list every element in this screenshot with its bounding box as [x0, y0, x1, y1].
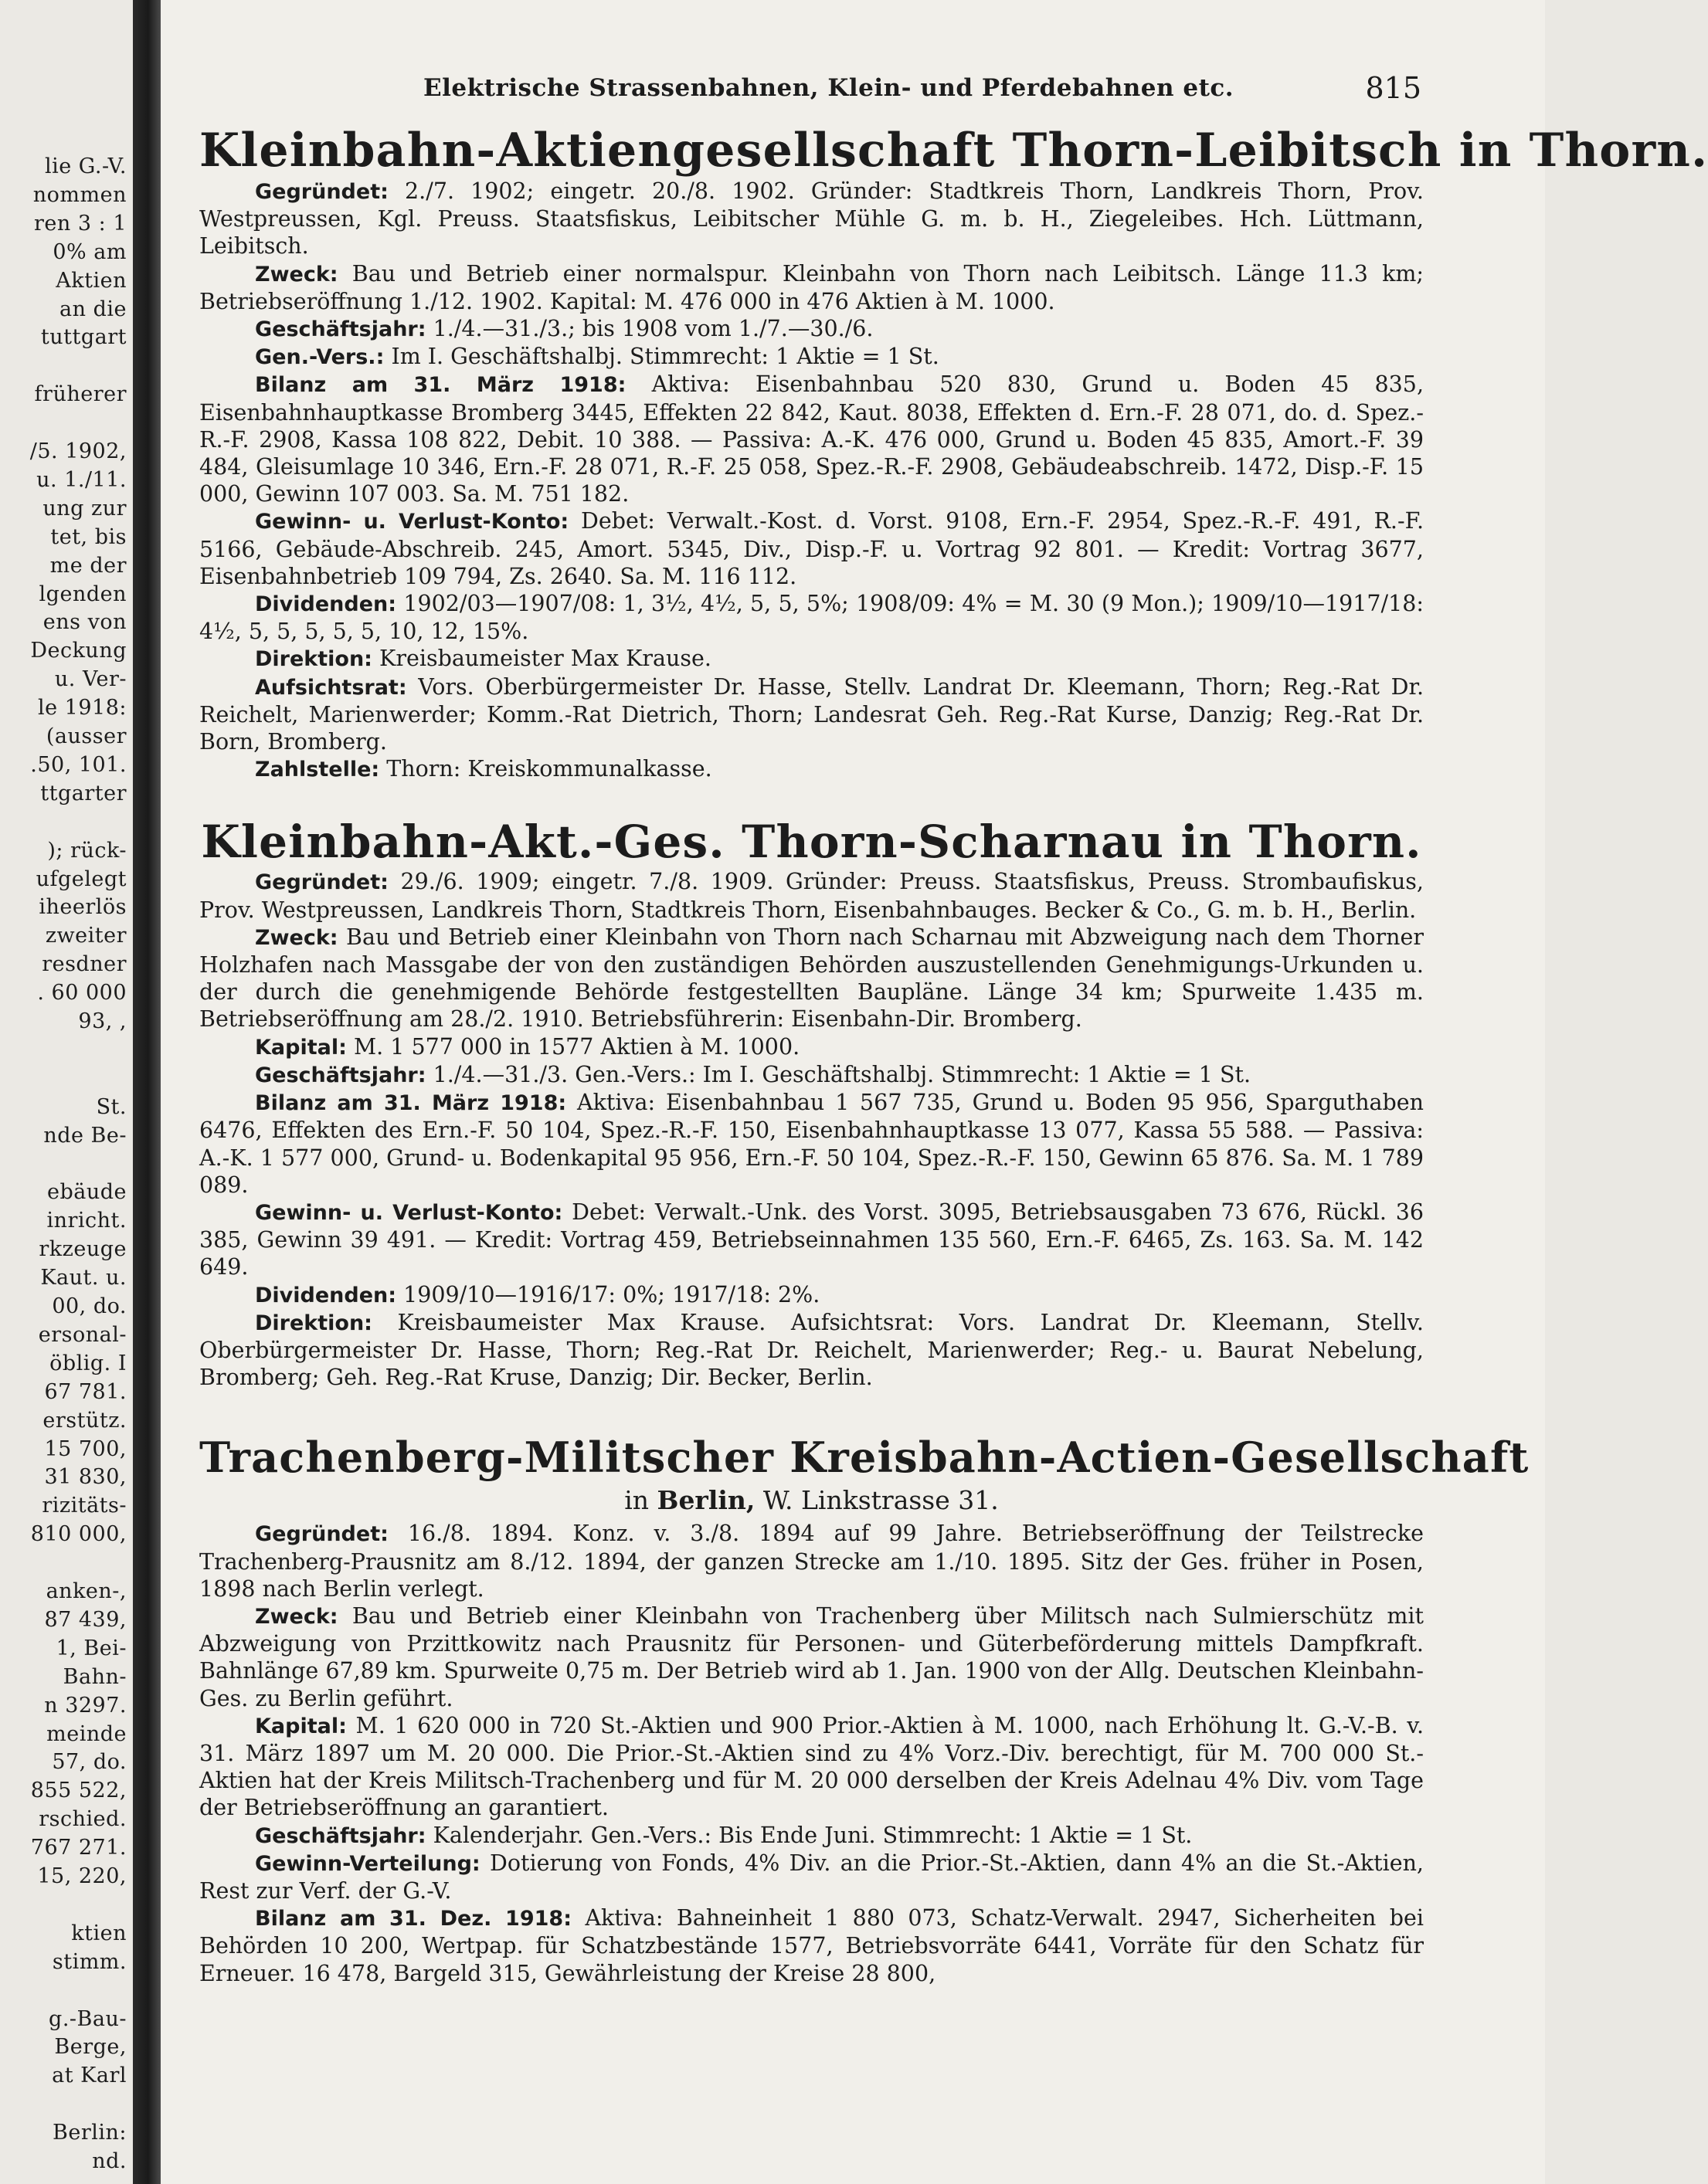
fragment-line: 57, do. [52, 1750, 127, 1775]
field-label: Gewinn- u. Verlust-Konto: [255, 1200, 563, 1225]
entry-paragraph [199, 1199, 1424, 1281]
field-label: Direktion: [255, 1311, 372, 1335]
entry-paragraph [199, 260, 1424, 315]
field-text: Debet: Verwalt.-Kost. d. Vorst. 9108, Ern.-F. 2954, Spez.-R.-F. 491, R.-F. 5166, Gebäude-Abschreib. 245, Amort. 5345, Div., Disp.-F. u. Vortrag 92 801. — Kredit: Vortrag 3677, Eisenbahnbetrieb 109 794, Zs. 2640. Sa. M. 116 112. [199, 508, 1424, 589]
fragment-line: nde Be- [43, 1123, 127, 1148]
fragment-line: ufgelegt [36, 866, 127, 891]
field-label: Bilanz am 31. Dez. 1918: [255, 1907, 572, 1931]
subtitle-address: W. Linkstrasse 31. [762, 1485, 999, 1516]
fragment-line: tuttgart [40, 325, 127, 350]
entry-paragraph [199, 1033, 1424, 1061]
fragment-line: rschied. [39, 1807, 127, 1832]
field-label: Aufsichtsrat: [255, 675, 407, 700]
fragment-line: . 60 000 [37, 981, 127, 1006]
entry-paragraph [199, 1309, 1424, 1392]
fragment-line: meinde [46, 1721, 127, 1746]
fragment-line: stimm. [52, 1949, 127, 1974]
fragment-line: inricht. [46, 1209, 127, 1233]
fragment-line: 87 439, [44, 1607, 127, 1632]
fragment-line: an die [59, 297, 127, 321]
field-text: 2./7. 1902; eingetr. 20./8. 1902. Gründer: Stadtkreis Thorn, Landkreis Thorn, Prov. Westpreussen, Kgl. Preuss. Staatsfiskus, Leibitscher Mühle G. m. b. H., Ziegeleibes. Hch. Lüttmann, Leibitsch. [199, 178, 1424, 259]
subtitle-city: Berlin, [657, 1485, 756, 1516]
fragment-line: rkzeuge [39, 1237, 127, 1262]
entry-body [199, 178, 1424, 783]
fragment-line: tet, bis [50, 524, 127, 549]
fragment-line: 1, Bei- [56, 1636, 127, 1660]
fragment-line: le 1918: [37, 696, 127, 721]
field-text: 1./4.—31./3.; bis 1908 vom 1./7.—30./6. [433, 316, 874, 342]
subtitle-prefix: in [624, 1485, 650, 1516]
field-label: Geschäftsjahr: [255, 1823, 426, 1848]
fragment-line: (ausser [46, 724, 127, 748]
fragment-line: /5. 1902, [29, 439, 127, 463]
page [161, 0, 1708, 2184]
entry-subtitle [199, 1485, 1424, 1515]
field-label: Gegründet: [255, 180, 389, 204]
fragment-line: rizitäts- [42, 1494, 127, 1518]
fragment-line: nommen [32, 182, 127, 207]
field-text: Bau und Betrieb einer Kleinbahn von Thorn nach Scharnau mit Abzweigung nach dem Thorner Holzhafen nach Massgabe der von den zuständigen Behörden auszustellenden Genehmigungs-Urkunden u. der durch die genehmigende Behörde festgestellten Baupläne. Länge 34 km; Spurweite 1.435 m. Betriebseröffnung am 28./2. 1910. Betriebsführerin: Eisenbahn-Dir. Bromberg. [199, 924, 1424, 1033]
field-text: Kalenderjahr. Gen.-Vers.: Bis Ende Juni. Stimmrecht: 1 Aktie = 1 St. [433, 1822, 1193, 1848]
fragment-line: ebäude [46, 1180, 127, 1205]
field-label: Gegründet: [255, 1522, 389, 1547]
fragment-line: ens von [42, 610, 127, 635]
fragment-line: ktien [71, 1921, 127, 1945]
field-text: Bau und Betrieb einer Kleinbahn von Trachenberg über Militsch nach Sulmierschütz mit Abzweigung von Przittkowitz nach Prausnitz für Personen- und Güterbeförderung mittels Dampfkraft. Bahnlänge 67,89 km. Spurweite 0,75 m. Der Betrieb wird ab 1. Jan. 1900 von der Allg. Deutschen Kleinbahn-Ges. zu Berlin geführt. [199, 1602, 1424, 1711]
field-label: Dividenden: [255, 592, 397, 617]
field-label: Zahlstelle: [255, 758, 380, 782]
field-label: Geschäftsjahr: [255, 1063, 426, 1087]
field-label: Zweck: [255, 925, 338, 950]
content-column [199, 124, 1708, 1987]
fragment-line: 810 000, [30, 1522, 127, 1547]
field-label: Kapital: [255, 1714, 347, 1738]
fragment-line: .50, 101. [30, 752, 127, 777]
entry-paragraph [199, 1822, 1424, 1850]
field-label: Dividenden: [255, 1283, 397, 1307]
entry-body [199, 1520, 1424, 1986]
field-text: 1909/10—1916/17: 0%; 1917/18: 2%. [403, 1281, 820, 1307]
fragment-line: resdner [42, 952, 127, 977]
field-text: Thorn: Kreiskommunalkasse. [386, 756, 712, 782]
field-text: 1902/03—1907/08: 1, 3½, 4½, 5, 5, 5%; 1908/09: 4% = M. 30 (9 Mon.); 1909/10—1917/18: 4½, 5, 5, 5, 5, 5, 10, 12, 15%. [199, 591, 1424, 645]
field-label: Gewinn- u. Verlust-Konto: [255, 510, 569, 534]
fragment-line: iheerlös [39, 895, 127, 920]
fragment-line: n 3297. [44, 1693, 127, 1718]
book-binding-gutter [133, 0, 161, 2184]
fragment-line: Kaut. u. [40, 1266, 127, 1290]
fragment-line: zweiter [45, 924, 127, 948]
fragment-line: 855 522, [30, 1779, 127, 1803]
fragment-line: 31 830, [44, 1465, 127, 1490]
entry-title: Kleinbahn-Aktiengesellschaft Thorn-Leibitsch in Thorn. [199, 124, 1708, 178]
entry-title: Trachenberg-Militscher Kreisbahn-Actien-Gesellschaft [199, 1433, 1530, 1483]
fragment-line: at Karl [52, 2064, 127, 2088]
entry-paragraph [199, 868, 1424, 923]
fragment-line: lie G.-V. [44, 154, 127, 178]
entry-thorn-scharnau [199, 816, 1424, 1391]
field-text: M. 1 577 000 in 1577 Aktien à M. 1000. [353, 1033, 800, 1060]
field-text: Bau und Betrieb einer normalspur. Kleinbahn von Thorn nach Leibitsch. Länge 11.3 km; Betriebseröffnung 1./12. 1902. Kapital: M. 476 000 in 476 Aktien à M. 1000. [199, 260, 1424, 314]
entry-paragraph [199, 1904, 1424, 1987]
field-text: M. 1 620 000 in 720 St.-Aktien und 900 Prior.-Aktien à M. 1000, nach Erhöhung lt. G.-V.-B. v. 31. März 1897 um M. 20 000. Die Prior.-St.-Aktien sind zu 4% Vorz.-Div. berechtigt, für M. 700 000 St.-Aktien hat der Kreis Militsch-Trachenberg und für M. 20 000 derselben der Kreis Adelnau 4% Div. vom Tage der Betriebseröffnung an garantiert. [199, 1712, 1424, 1821]
fragment-line: nd. [92, 2149, 127, 2173]
entry-title: Kleinbahn-Akt.-Ges. Thorn-Scharnau in Thorn. [201, 816, 1422, 869]
field-text: Debet: Verwalt.-Unk. des Vorst. 3095, Betriebsausgaben 73 676, Rückl. 36 385, Gewinn 39 491. — Kredit: Vortrag 459, Betriebseinnahmen 135 560, Ern.-F. 6465, Zs. 163. Sa. M. 142 649. [199, 1199, 1424, 1280]
field-label: Gen.-Vers.: [255, 345, 385, 370]
fragment-line: 15 700, [44, 1436, 127, 1461]
field-text: Dotierung von Fonds, 4% Div. an die Prior.-St.-Aktien, dann 4% an die St.-Aktien, Rest zur Verf. der G.-V. [199, 1850, 1424, 1904]
entry-paragraph [199, 1602, 1424, 1712]
entry-paragraph [199, 371, 1424, 507]
fragment-line: 67 781. [44, 1379, 127, 1404]
entry-paragraph [199, 645, 1424, 673]
fragment-line: Bahn- [63, 1664, 127, 1689]
field-text: Aktiva: Bahneinheit 1 880 073, Schatz-Verwalt. 2947, Sicherheiten bei Behörden 10 200, Wertpap. für Schatzbestände 1577, Betriebsvorräte 6441, Vorräte für den Schatz für Erneuer. 16 478, Bargeld 315, Gewährleistung der Kreise 28 800, [199, 1905, 1424, 1986]
entry-paragraph [199, 315, 1424, 343]
entry-paragraph [199, 178, 1424, 260]
fragment-line: Berge, [54, 2035, 127, 2060]
fragment-line: erstütz. [42, 1408, 127, 1433]
fragment-line: Deckung [30, 639, 127, 663]
fragment-line: 15, 220, [37, 1864, 127, 1888]
fragment-line: anken-, [46, 1579, 127, 1603]
page-number: 815 [1365, 71, 1421, 105]
fragment-line: öblig. I [49, 1351, 127, 1375]
fragment-line: Berlin: [53, 2121, 127, 2145]
entry-paragraph [199, 924, 1424, 1033]
entry-paragraph [199, 507, 1424, 590]
fragment-line: 0% am [53, 239, 127, 264]
entry-thorn-leibitsch [199, 124, 1708, 783]
fragment-line: 00, do. [52, 1294, 127, 1318]
field-text: Vors. Oberbürgermeister Dr. Hasse, Stellv. Landrat Dr. Kleemann, Thorn; Reg.-Rat Dr. Reichelt, Marienwerder; Komm.-Rat Dietrich, Thorn; Landesrat Geh. Reg.-Rat Kurse, Danzig; Reg.-Rat Dr. Born, Bromberg. [199, 673, 1424, 755]
running-head: Elektrische Strassenbahnen, Klein- und Pferdebahnen etc. [423, 74, 1234, 102]
entry-trachenberg-militsch [199, 1433, 1530, 1986]
field-text: Aktiva: Eisenbahnbau 1 567 735, Grund u. Boden 95 956, Sparguthaben 6476, Effekten des Ern.-F. 50 104, Spez.-R.-F. 150, Eisenbahnhauptkasse 13 077, Kassa 55 588. — Passiva: A.-K. 1 577 000, Grund- u. Bodenkapital 95 956, Ern.-F. 50 104, Spez.-R.-F. 150, Gewinn 65 876. Sa. M. 1 789 089. [199, 1090, 1424, 1198]
entry-paragraph [199, 1520, 1424, 1602]
entry-paragraph [199, 755, 1424, 783]
field-label: Bilanz am 31. März 1918: [255, 373, 626, 398]
fragment-line: 767 271. [30, 1836, 127, 1860]
field-label: Gewinn-Verteilung: [255, 1851, 480, 1876]
entry-body [199, 868, 1424, 1391]
fragment-line: u. 1./11. [36, 467, 127, 492]
fragment-line: ersonal- [38, 1322, 127, 1347]
fragment-line: früherer [34, 382, 127, 407]
entry-paragraph [199, 1281, 1424, 1309]
field-text: 29./6. 1909; eingetr. 7./8. 1909. Gründer: Preuss. Staatsfiskus, Preuss. Strombaufiskus, Prov. Westpreussen, Landkreis Thorn, Stadtkreis Thorn, Eisenbahnbauges. Becker & Co., G. m. b. H., Berlin. [199, 869, 1424, 923]
field-label: Geschäftsjahr: [255, 317, 426, 342]
entry-paragraph [199, 1089, 1424, 1199]
entry-paragraph [199, 1850, 1424, 1904]
field-text: Kreisbaumeister Max Krause. Aufsichtsrat: Vors. Landrat Dr. Kleemann, Stellv. Oberbürgermeister Dr. Hasse, Thorn; Reg.-Rat Dr. Reichelt, Marienwerder; Reg.- u. Baurat Nebelung, Bromberg; Geh. Reg.-Rat Kruse, Danzig; Dir. Becker, Berlin. [199, 1309, 1424, 1391]
fragment-line: u. Ver- [54, 667, 127, 692]
field-label: Kapital: [255, 1035, 347, 1060]
fragment-line: g.-Bau- [49, 2006, 127, 2031]
adjacent-page-fragment [0, 0, 133, 2184]
field-text: Im I. Geschäftshalbj. Stimmrecht: 1 Aktie = 1 St. [391, 344, 939, 370]
field-text: Aktiva: Eisenbahnbau 520 830, Grund u. Boden 45 835, Eisenbahnhauptkasse Bromberg 3445, Effekten 22 842, Kaut. 8038, Effekten d. Ern.-F. 28 071, do. d. Spez.-R.-F. 2908, Kassa 108 822, Debit. 10 388. — Passiva: A.-K. 476 000, Grund u. Boden 45 835, Amort.-F. 39 484, Gleisumlage 10 346, Ern.-F. 28 071, R.-F. 25 058, Spez.-R.-F. 2908, Gebäudeabschreib. 1472, Disp.-F. 15 000, Gewinn 107 003. Sa. M. 751 182. [199, 371, 1424, 507]
entry-paragraph [199, 1712, 1424, 1822]
fragment-line: ttgarter [40, 781, 127, 805]
entry-paragraph [199, 1061, 1424, 1089]
field-text: 16./8. 1894. Konz. v. 3./8. 1894 auf 99 Jahre. Betriebseröffnung der Teilstrecke Trachenberg-Prausnitz am 8./12. 1894, der ganzen Strecke am 1./10. 1895. Sitz der Ges. früher in Posen, 1898 nach Berlin verlegt. [199, 1521, 1424, 1602]
field-text: 1./4.—31./3. Gen.-Vers.: Im I. Geschäftshalbj. Stimmrecht: 1 Aktie = 1 St. [433, 1061, 1251, 1087]
field-label: Bilanz am 31. März 1918: [255, 1091, 567, 1116]
fragment-line: St. [96, 1094, 127, 1119]
fragment-line: ung zur [42, 496, 127, 521]
fragment-line: Aktien [56, 268, 127, 293]
field-label: Direktion: [255, 647, 372, 672]
fragment-line: 93, , [78, 1009, 127, 1033]
entry-paragraph [199, 590, 1424, 645]
fragment-line: lgenden [39, 582, 127, 606]
field-label: Zweck: [255, 1604, 338, 1629]
field-text: Kreisbaumeister Max Krause. [379, 646, 711, 672]
entry-paragraph [199, 673, 1424, 756]
field-label: Gegründet: [255, 870, 389, 895]
fragment-line: ren 3 : 1 [34, 211, 127, 236]
entry-paragraph [199, 343, 1424, 371]
field-label: Zweck: [255, 262, 338, 287]
fragment-line: ); rück- [47, 838, 127, 863]
fragment-line: me der [49, 553, 127, 578]
